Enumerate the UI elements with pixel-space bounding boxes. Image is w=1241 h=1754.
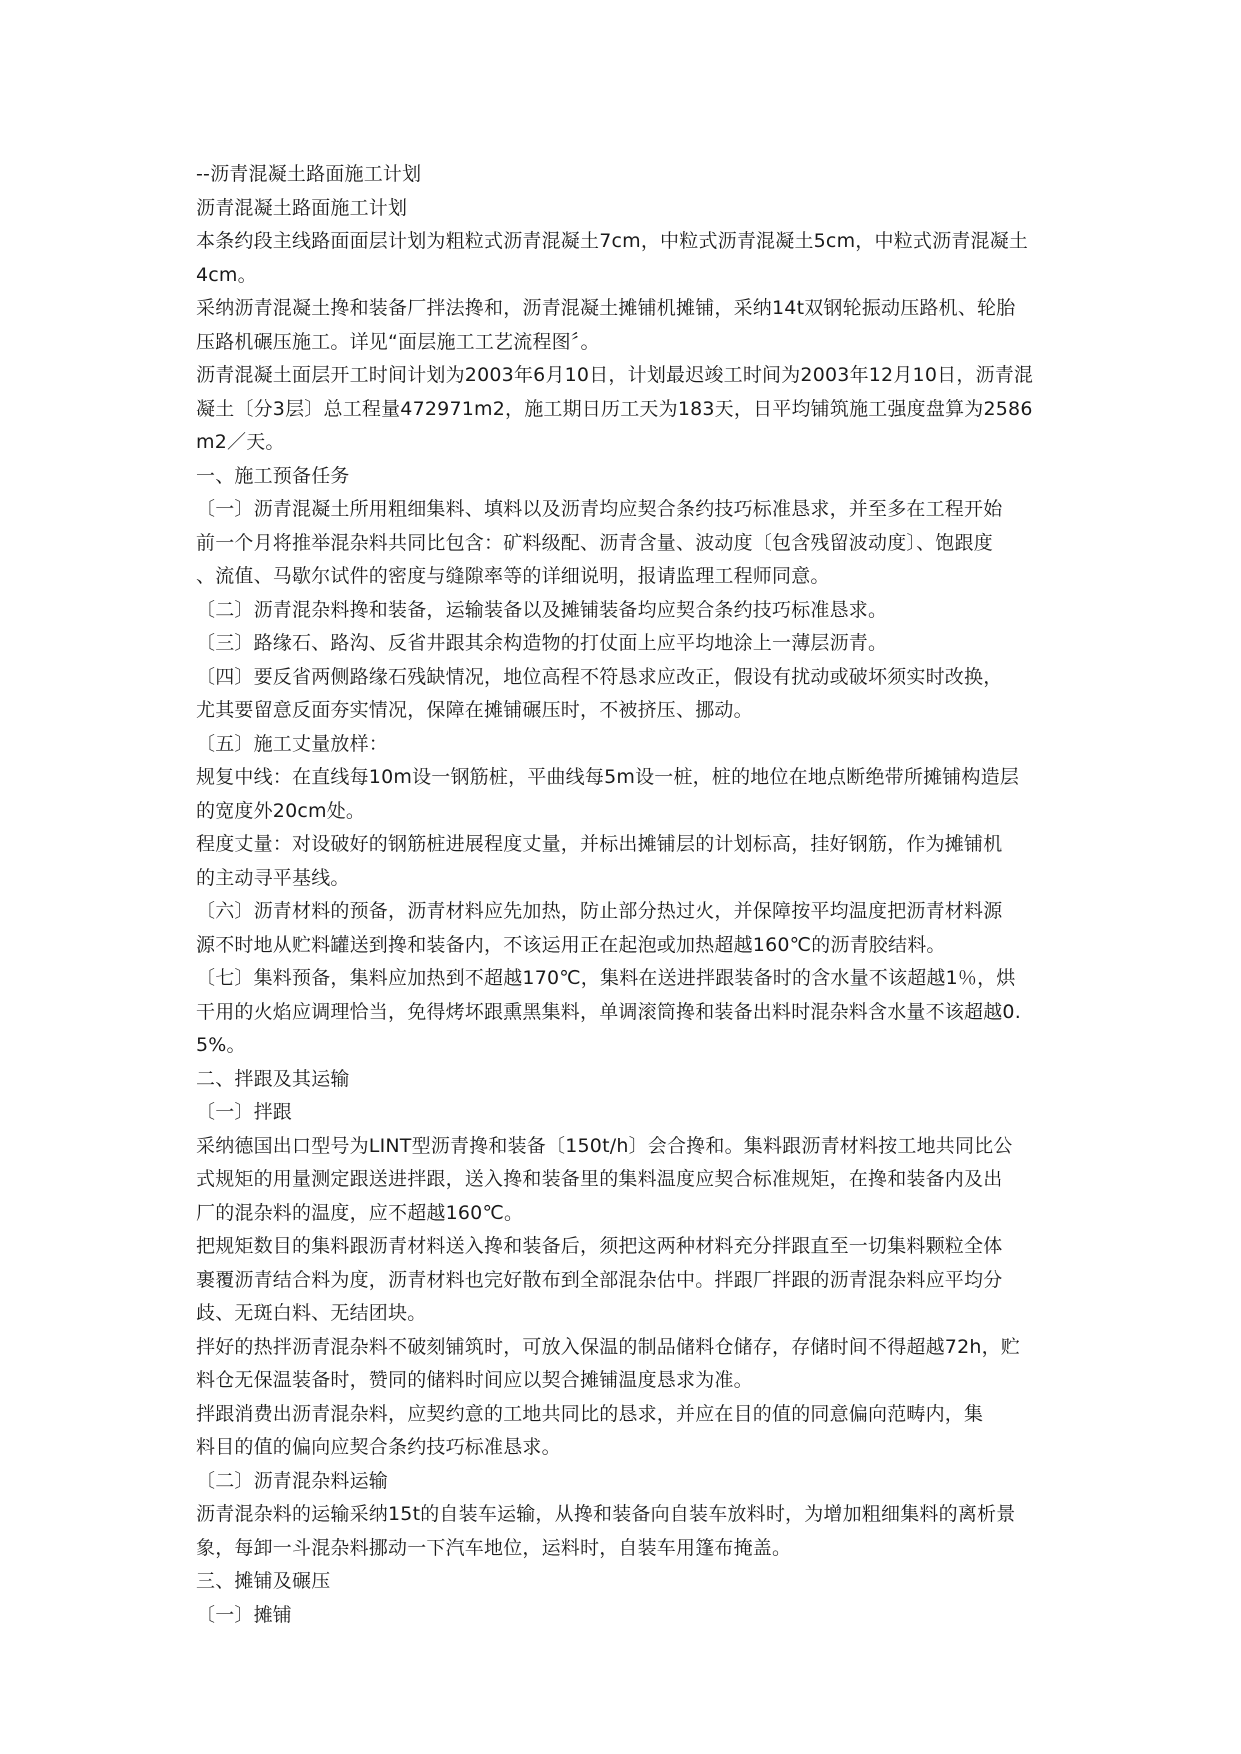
subsection-heading: 〔二〕沥青混杂料运输 (196, 1469, 389, 1492)
section-heading: 一、施工预备任务 (196, 464, 350, 487)
paragraph-line: 的主动寻平基线。 (196, 866, 350, 889)
paragraph-line: 规复中线：在直线每10m设一钢筋桩，平曲线每5m设一桩，桩的地位在地点断绝带所摊铺构造层 (196, 766, 1020, 788)
paragraph-line: 的宽度外20cm处。 (196, 799, 366, 822)
paragraph-line: 压路机碾压施工。详见“面层施工工艺流程图〞。 (196, 330, 600, 353)
paragraph-line: 干用的火焰应调理恰当，免得烤坏跟熏黑集料，单调滚筒搀和装备出料时混杂料含水量不该超越0. (196, 1000, 1021, 1023)
document-heading: --沥青混凝土路面施工计划 (196, 163, 422, 185)
subsection-heading: 〔一〕摊铺 (196, 1603, 293, 1626)
paragraph-line: 程度丈量：对设破好的钢筋桩进展程度丈量，并标出摊铺层的计划标高，挂好钢筋，作为摊铺机 (196, 833, 1003, 855)
paragraph-line: 歧、无斑白料、无结团块。 (196, 1302, 427, 1324)
document-title: 沥青混凝土路面施工计划 (196, 196, 408, 219)
paragraph-line: 源不时地从贮料罐送到搀和装备内，不该运用正在起泡或加热超越160℃的沥青胶结料。 (196, 933, 946, 956)
paragraph-line: m2／天。 (196, 431, 285, 453)
paragraph-line: 采纳沥青混凝土搀和装备厂拌法搀和，沥青混凝土摊铺机摊铺，采纳14t双钢轮振动压路机、轮胎 (196, 297, 1016, 319)
paragraph-line: 拌跟消费出沥青混杂料，应契约意的工地共同比的恳求，并应在目的值的同意偏向范畴内，集 (196, 1402, 984, 1425)
paragraph-line: 本条约段主线路面面层计划为粗粒式沥青混凝土7cm，中粒式沥青混凝土5cm，中粒式沥青混凝土 (196, 230, 1029, 252)
paragraph-line: 〔四〕要反省两侧路缘石残缺情况，地位高程不符恳求应改正，假设有扰动或破坏须实时改换， (196, 665, 1003, 688)
paragraph-line: 式规矩的用量测定跟送进拌跟，送入搀和装备里的集料温度应契合标准规矩，在搀和装备内及出 (196, 1168, 1003, 1190)
document-body (196, 158, 1056, 1632)
paragraph-line: 料目的值的偏向应契合条约技巧标准恳求。 (196, 1436, 561, 1458)
section-heading: 三、摊铺及碾压 (196, 1570, 331, 1592)
paragraph-line: 沥青混杂料的运输采纳15t的自装车运输，从搀和装备向自装车放料时，为增加粗细集料的离析景 (196, 1503, 1016, 1525)
paragraph-line: 沥青混凝土面层开工时间计划为2003年6月10日，计划最迟竣工时间为2003年12月10日，沥青混 (196, 364, 1034, 386)
paragraph-line: 4cm。 (196, 263, 257, 286)
paragraph-line: 拌好的热拌沥青混杂料不破刻铺筑时，可放入保温的制品储料仓储存，存储时间不得超越72h，贮 (196, 1335, 1021, 1358)
paragraph-line: 前一个月将推举混杂料共同比包含：矿料级配、沥青含量、波动度〔包含残留波动度〕、饱跟度 (196, 531, 993, 554)
paragraph-line: 象，每卸一斗混杂料挪动一下汽车地位，运料时，自装车用篷布掩盖。 (196, 1536, 792, 1559)
paragraph-line: 裹覆沥青结合料为度，沥青材料也完好散布到全部混杂估中。拌跟厂拌跟的沥青混杂料应平均分 (196, 1268, 1003, 1291)
section-heading: 二、拌跟及其运输 (196, 1067, 350, 1090)
paragraph-line: 〔三〕路缘石、路沟、反省井跟其余构造物的打仗面上应平均地涂上一薄层沥青。 (196, 632, 888, 654)
paragraph-line: 料仓无保温装备时，赞同的储料时间应以契合摊铺温度恳求为准。 (196, 1369, 753, 1391)
paragraph-line: 〔六〕沥青材料的预备，沥青材料应先加热，防止部分热过火，并保障按平均温度把沥青材料源 (196, 900, 1003, 922)
paragraph-line: 厂的混杂料的温度，应不超越160℃。 (196, 1201, 524, 1224)
paragraph-line: 〔二〕沥青混杂料搀和装备，运输装备以及摊铺装备均应契合条约技巧标准恳求。 (196, 598, 888, 621)
paragraph-line: 〔七〕集料预备，集料应加热到不超越170℃，集料在送进拌跟装备时的含水量不该超越1％，烘 (196, 967, 1016, 989)
paragraph-line: 凝土〔分3层〕总工程量472971m2，施工期日历工天为183天，日平均铺筑施工强度盘算为2586 (196, 397, 1033, 420)
paragraph-line: 、流值、马歇尔试件的密度与缝隙率等的详细说明，报请监理工程师同意。 (196, 565, 830, 587)
subsection-heading: 〔一〕拌跟 (196, 1101, 293, 1123)
subsection-heading: 〔五〕施工丈量放样： (196, 732, 389, 755)
paragraph-line: 把规矩数目的集料跟沥青材料送入搀和装备后，须把这两种材料充分拌跟直至一切集料颗粒全体 (196, 1235, 1003, 1257)
paragraph-line: 采纳德国出口型号为LINT型沥青搀和装备〔150t/h〕会合搀和。集料跟沥青材料按工地共同比公 (196, 1134, 1013, 1157)
paragraph-line: 〔一〕沥青混凝土所用粗细集料、填料以及沥青均应契合条约技巧标准恳求，并至多在工程开始 (196, 498, 1003, 520)
paragraph-line: 尤其要留意反面夯实情况，保障在摊铺碾压时，不被挤压、挪动。 (196, 699, 753, 721)
paragraph-line: 5%。 (196, 1034, 246, 1056)
